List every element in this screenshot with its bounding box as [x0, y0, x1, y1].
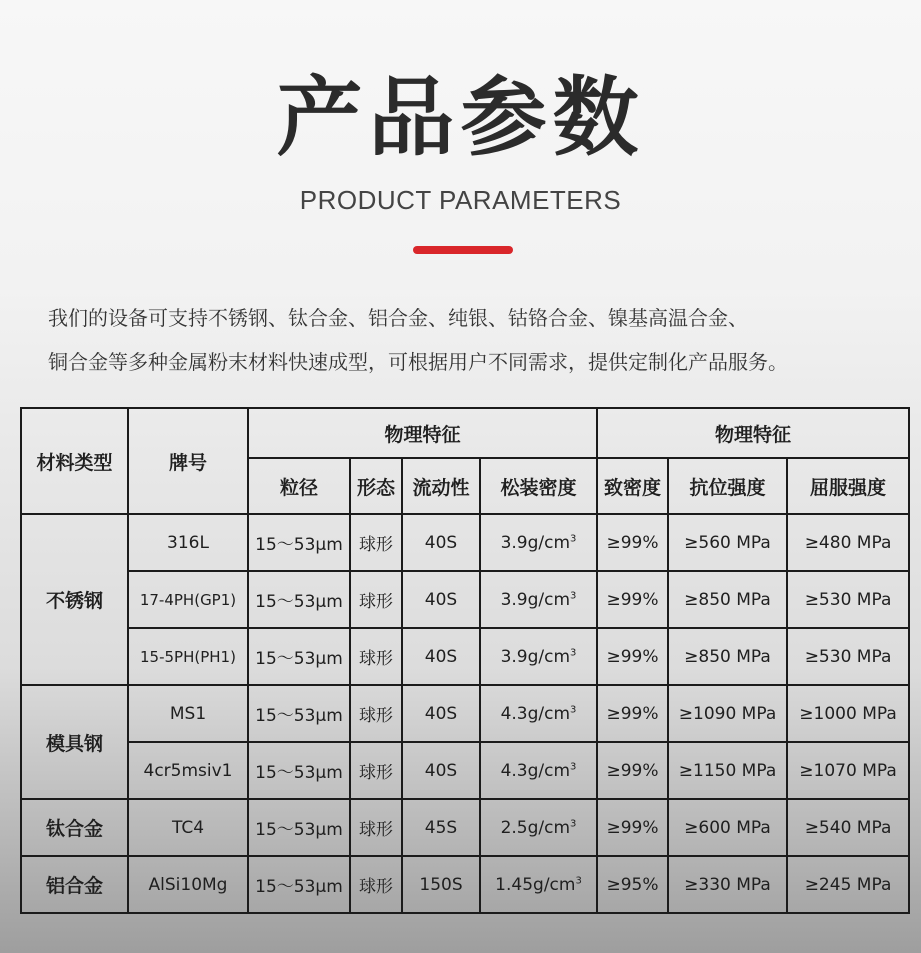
- table-row: [21, 571, 909, 628]
- density-value: 4.3g/cm: [500, 760, 571, 781]
- cell-grade: TC4: [128, 799, 248, 856]
- cell-flowability: 40S: [402, 514, 480, 571]
- cell-flowability: 40S: [402, 571, 480, 628]
- cell-apparent-density: [480, 799, 597, 856]
- density-unit-exponent: 3: [570, 817, 577, 829]
- cell-material-type: 不锈钢: [21, 514, 128, 685]
- table-row: [21, 685, 909, 742]
- cell-particle-size: 15～53μm: [248, 799, 350, 856]
- cell-relative-density: ≥99%: [597, 628, 668, 685]
- intro-line: 我们的设备可支持不锈钢、钛合金、铝合金、纯银、钴铬合金、镍基高温合金、: [48, 306, 748, 330]
- cell-tensile-strength: ≥560 MPa: [668, 514, 787, 571]
- cell-particle-size: 15～53μm: [248, 742, 350, 799]
- header-apparent-density: 松装密度: [480, 458, 597, 514]
- cell-shape: 球形: [350, 628, 402, 685]
- density-value: 3.9g/cm: [500, 646, 571, 667]
- cell-grade: AlSi10Mg: [128, 856, 248, 913]
- cell-yield-strength: ≥530 MPa: [787, 628, 909, 685]
- cell-apparent-density: [480, 571, 597, 628]
- page-subtitle: PRODUCT PARAMETERS: [299, 185, 622, 215]
- cell-flowability: 40S: [402, 742, 480, 799]
- cell-particle-size: 15～53μm: [248, 514, 350, 571]
- cell-yield-strength: ≥480 MPa: [787, 514, 909, 571]
- cell-relative-density: ≥99%: [597, 799, 668, 856]
- page-title: 产品参数: [276, 68, 645, 168]
- cell-tensile-strength: ≥1090 MPa: [668, 685, 787, 742]
- cell-shape: 球形: [350, 514, 402, 571]
- cell-grade: 4cr5msiv1: [128, 742, 248, 799]
- density-value: 3.9g/cm: [500, 589, 571, 610]
- intro-text: [48, 296, 898, 384]
- header-particle-size: 粒径: [248, 458, 350, 514]
- density-value: 2.5g/cm: [500, 817, 571, 838]
- cell-relative-density: ≥99%: [597, 571, 668, 628]
- density-unit-exponent: 3: [570, 532, 577, 544]
- table-row: [21, 856, 909, 913]
- cell-yield-strength: ≥1000 MPa: [787, 685, 909, 742]
- cell-relative-density: ≥99%: [597, 514, 668, 571]
- cell-material-type: 铝合金: [21, 856, 128, 913]
- table-row: [21, 514, 909, 571]
- cell-relative-density: ≥95%: [597, 856, 668, 913]
- cell-yield-strength: ≥1070 MPa: [787, 742, 909, 799]
- header-group-physical-2: 物理特征: [597, 408, 909, 458]
- cell-shape: 球形: [350, 799, 402, 856]
- cell-flowability: 40S: [402, 628, 480, 685]
- density-value: 4.3g/cm: [500, 703, 571, 724]
- cell-flowability: 45S: [402, 799, 480, 856]
- cell-particle-size: 15～53μm: [248, 628, 350, 685]
- header-flowability: 流动性: [402, 458, 480, 514]
- header-yield-strength: 屈服强度: [787, 458, 909, 514]
- cell-material-type: 模具钢: [21, 685, 128, 799]
- header-shape: 形态: [350, 458, 402, 514]
- cell-grade: 17-4PH(GP1): [128, 571, 248, 628]
- cell-tensile-strength: ≥850 MPa: [668, 628, 787, 685]
- table-row: [21, 742, 909, 799]
- cell-apparent-density: [480, 856, 597, 913]
- parameters-table: [20, 407, 910, 914]
- cell-flowability: 150S: [402, 856, 480, 913]
- cell-shape: 球形: [350, 856, 402, 913]
- table-row: [21, 799, 909, 856]
- cell-particle-size: 15～53μm: [248, 856, 350, 913]
- title-accent-bar: [413, 246, 513, 254]
- cell-yield-strength: ≥540 MPa: [787, 799, 909, 856]
- cell-apparent-density: [480, 514, 597, 571]
- cell-grade: 316L: [128, 514, 248, 571]
- density-unit-exponent: 3: [570, 589, 577, 601]
- header-material-type: 材料类型: [21, 408, 128, 514]
- cell-relative-density: ≥99%: [597, 742, 668, 799]
- cell-yield-strength: ≥530 MPa: [787, 571, 909, 628]
- density-unit-exponent: 3: [570, 760, 577, 772]
- density-unit-exponent: 3: [570, 646, 577, 658]
- header-grade: 牌号: [128, 408, 248, 514]
- intro-line: 铜合金等多种金属粉末材料快速成型，可根据用户不同需求，提供定制化产品服务。: [48, 350, 788, 374]
- cell-material-type: 钛合金: [21, 799, 128, 856]
- header-group-physical-1: 物理特征: [248, 408, 597, 458]
- cell-tensile-strength: ≥330 MPa: [668, 856, 787, 913]
- header-tensile-strength: 抗位强度: [668, 458, 787, 514]
- density-unit-exponent: 3: [570, 703, 577, 715]
- table-row: [21, 628, 909, 685]
- cell-apparent-density: [480, 685, 597, 742]
- table-body: [21, 514, 909, 913]
- cell-relative-density: ≥99%: [597, 685, 668, 742]
- cell-tensile-strength: ≥600 MPa: [668, 799, 787, 856]
- cell-tensile-strength: ≥1150 MPa: [668, 742, 787, 799]
- cell-grade: 15-5PH(PH1): [128, 628, 248, 685]
- header-relative-density: 致密度: [597, 458, 668, 514]
- density-value: 3.9g/cm: [500, 532, 571, 553]
- cell-grade: MS1: [128, 685, 248, 742]
- cell-tensile-strength: ≥850 MPa: [668, 571, 787, 628]
- cell-yield-strength: ≥245 MPa: [787, 856, 909, 913]
- density-value: 1.45g/cm: [495, 874, 576, 895]
- cell-particle-size: 15～53μm: [248, 685, 350, 742]
- cell-shape: 球形: [350, 685, 402, 742]
- cell-apparent-density: [480, 628, 597, 685]
- cell-shape: 球形: [350, 571, 402, 628]
- density-unit-exponent: 3: [575, 874, 582, 886]
- cell-apparent-density: [480, 742, 597, 799]
- cell-particle-size: 15～53μm: [248, 571, 350, 628]
- cell-flowability: 40S: [402, 685, 480, 742]
- cell-shape: 球形: [350, 742, 402, 799]
